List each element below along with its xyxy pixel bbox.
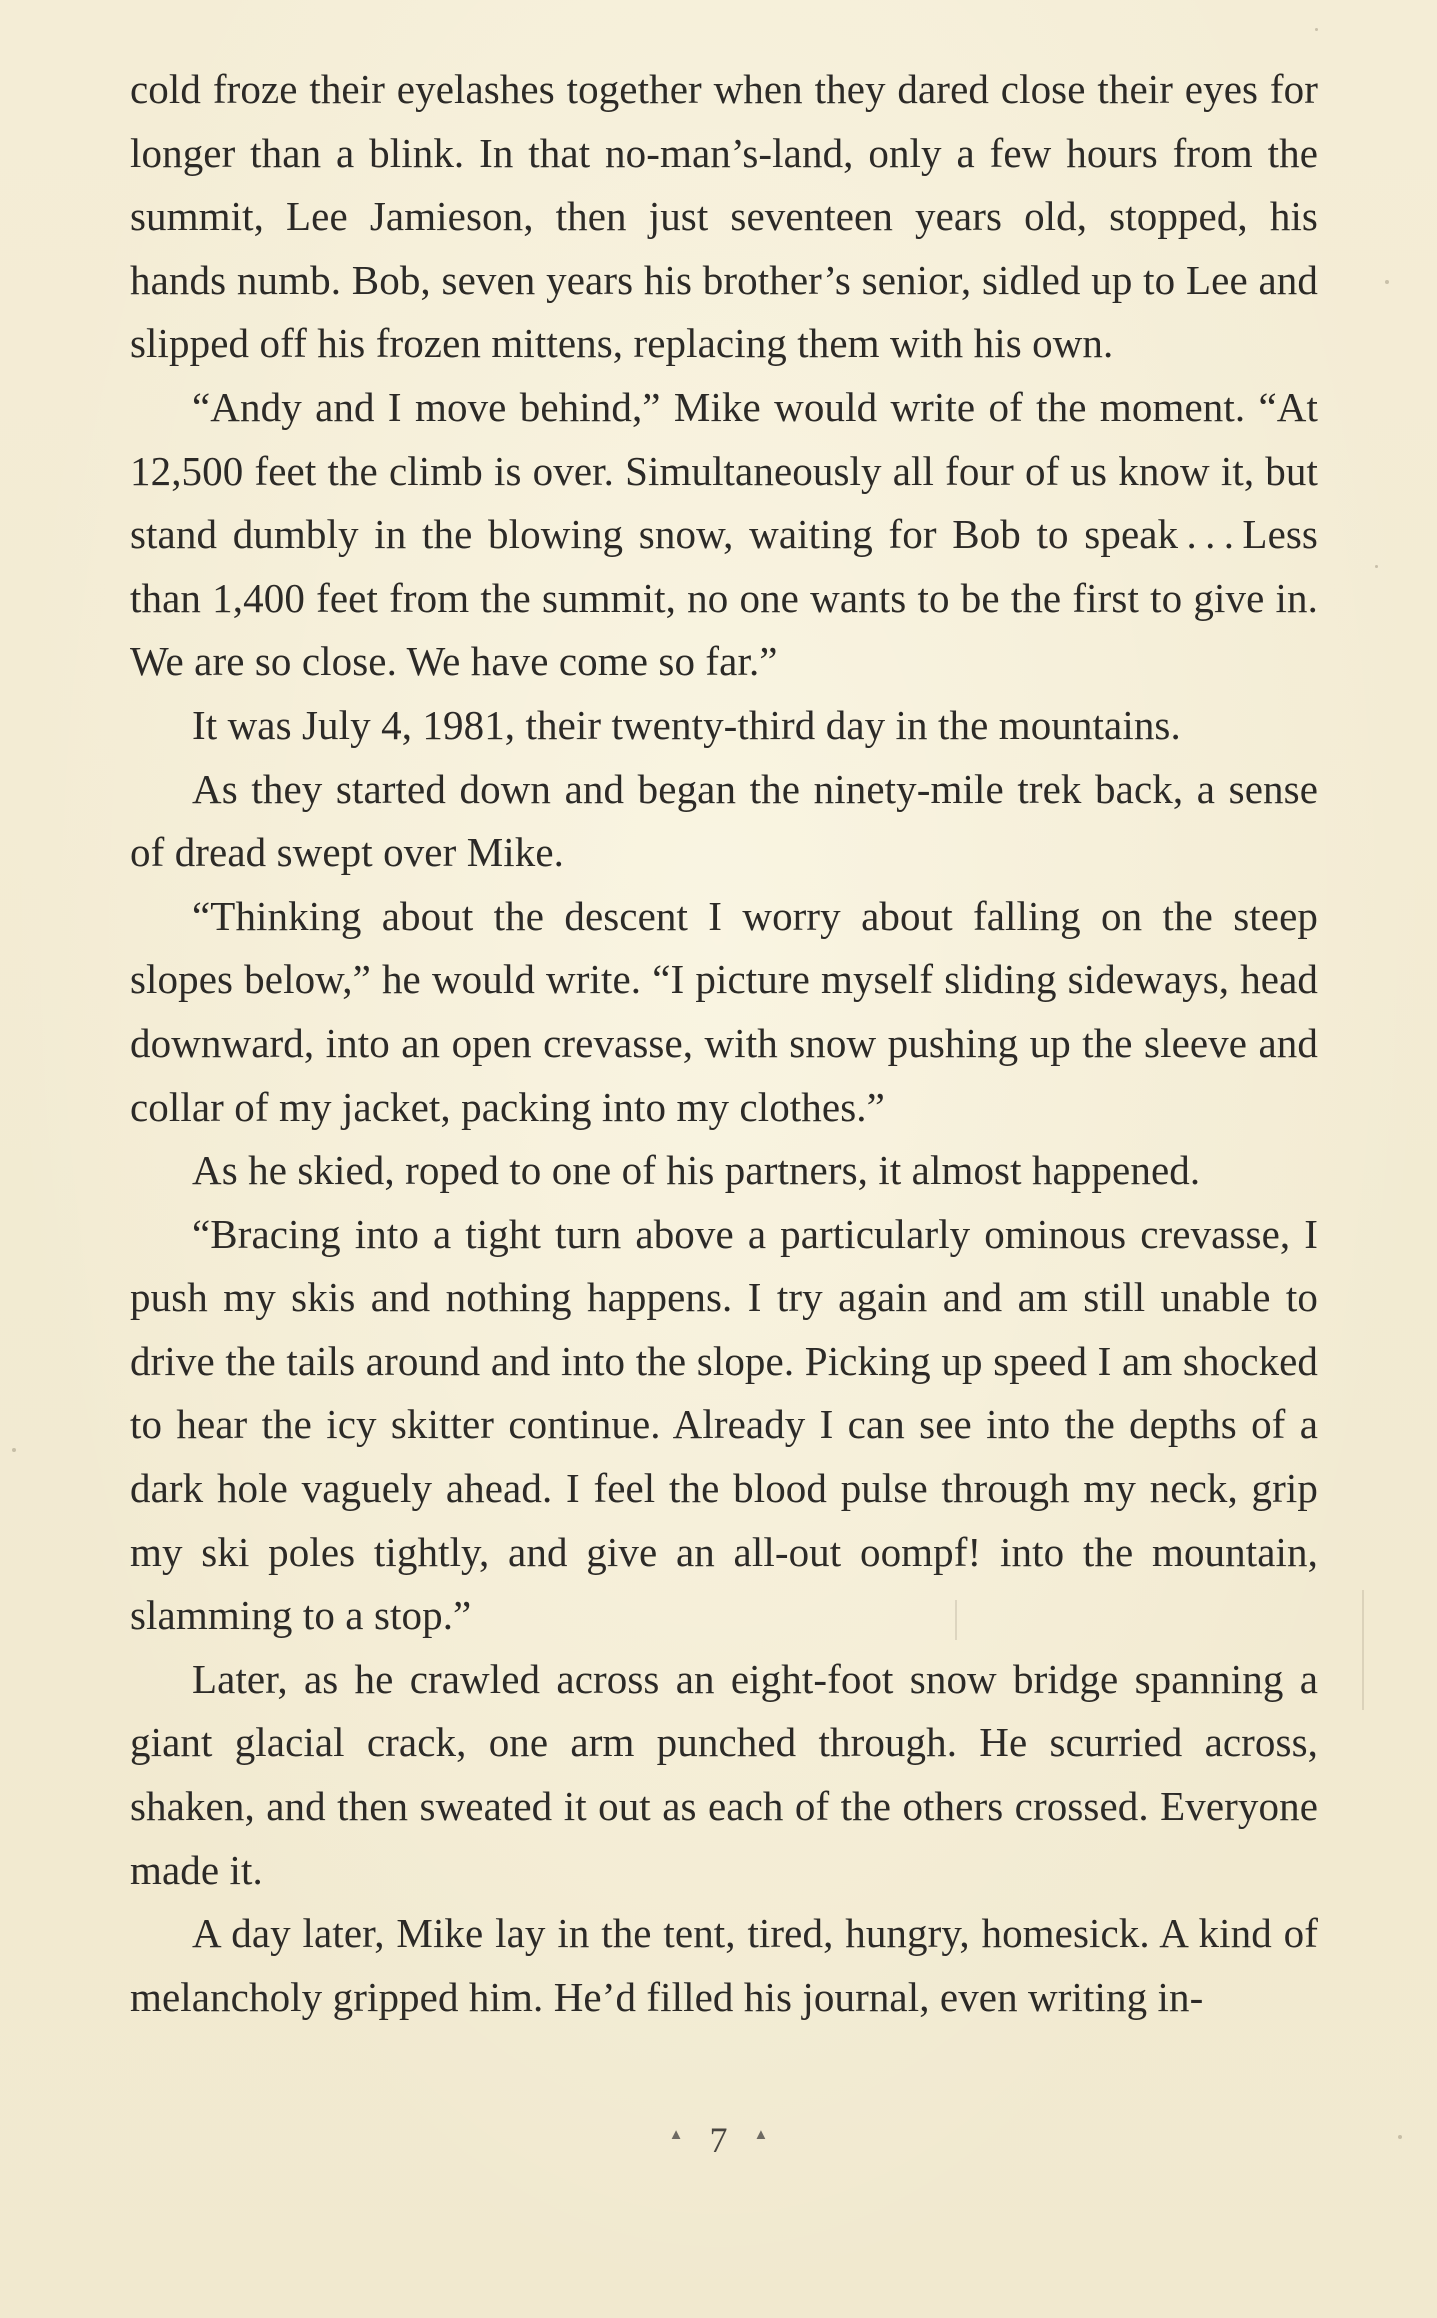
paragraph: As he skied, roped to one of his partners, it almost happened. bbox=[192, 1147, 1201, 1194]
body-text bbox=[130, 58, 1318, 2029]
page-footer bbox=[0, 2115, 1437, 2161]
paragraph: “Thinking about the descent I worry about falling on the steep slopes below,” he would write. “I picture myself sliding sideways, head downward, into an open crevasse, with snow pushing up the sleeve and collar of my jacket, packing into my clothes.” bbox=[130, 892, 1318, 1130]
paragraph: “Bracing into a tight turn above a particularly ominous crevasse, I push my skis and nothing happens. I try again and am still unable to drive the tails around and into the slope. Picking up speed I am shocked to hear the icy skitter continue. Already I can see into the depths of a dark hole vaguely ahead. I feel the blood pulse through my neck, grip my ski poles tightly, and give an all-out oompf! into the mountain, slamming to a stop.” bbox=[130, 1210, 1318, 1639]
paragraph: As they started down and began the ninety-mile trek back, a sense of dread swept over Mike. bbox=[130, 765, 1318, 876]
triangle-ornament-icon: ▲ bbox=[753, 2127, 769, 2144]
paper-mark bbox=[1362, 1590, 1364, 1710]
page-number: 7 bbox=[709, 2119, 728, 2160]
paper-speck bbox=[1375, 565, 1378, 568]
paragraph: Later, as he crawled across an eight-foot snow bridge spanning a giant glacial crack, one arm punched through. He scurried across, shaken, and then sweated it out as each of the others crossed. Everyone made it. bbox=[130, 1655, 1318, 1893]
paper-speck bbox=[1385, 280, 1389, 284]
paragraph: cold froze their eyelashes together when they dared close their eyes for longer than a blink. In that no-man’s-land, only a few hours from the summit, Lee Jamieson, then just seventeen years old, stopped, his hands numb. Bob, seven years his brother’s senior, sidled up to Lee and slipped off his frozen mittens, replacing them with his own. bbox=[130, 66, 1318, 367]
paper-speck bbox=[1315, 28, 1318, 31]
paragraph: It was July 4, 1981, their twenty-third day in the mountains. bbox=[192, 701, 1181, 748]
paragraph: “Andy and I move behind,” Mike would write of the moment. “At 12,500 feet the climb is over. Simultaneously all four of us know it, but stand dumbly in the blowing snow, waiting for Bob to speak . . . Less than 1,400 feet from the summit, no one wants to be the first to give in. We are so close. We have come so far.” bbox=[130, 383, 1318, 685]
triangle-ornament-icon: ▲ bbox=[668, 2127, 684, 2144]
paragraph: A day later, Mike lay in the tent, tired, hungry, homesick. A kind of melancholy gripped him. He’d filled his journal, even writing in- bbox=[130, 1910, 1318, 2020]
paper-speck bbox=[12, 1448, 16, 1452]
